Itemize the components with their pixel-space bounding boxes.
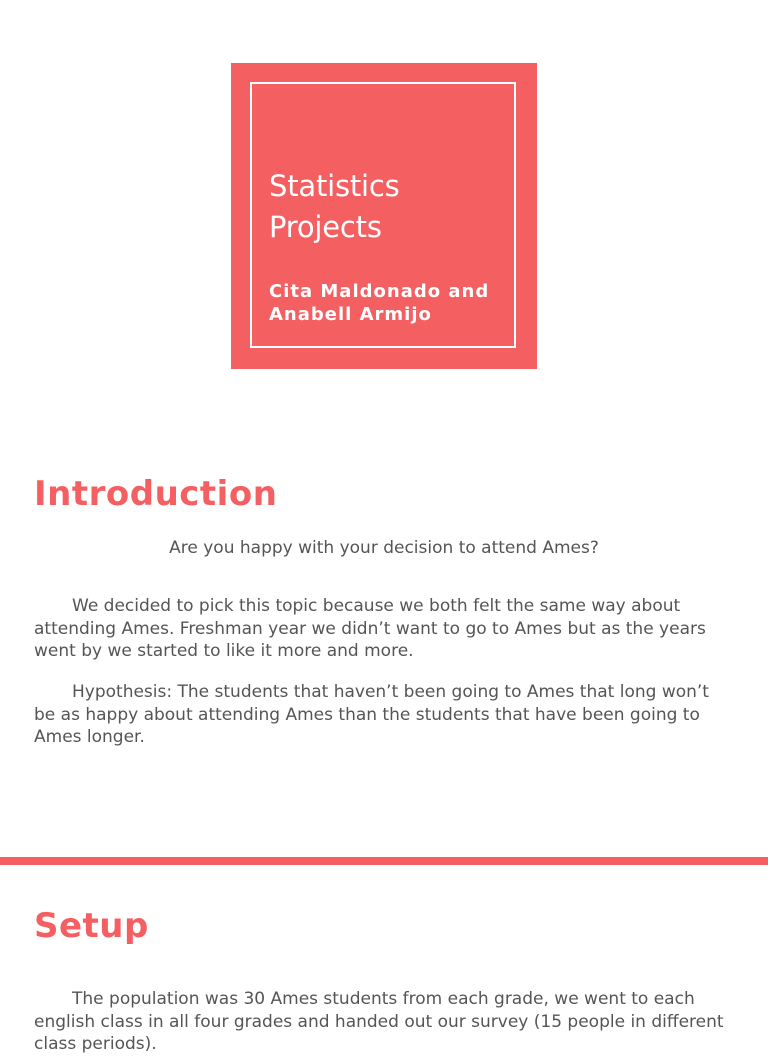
hypothesis-paragraph: Hypothesis: The students that haven’t been going to Ames that long won’t be as happy about attending Ames than the students that have been going to Ames longer. bbox=[34, 682, 709, 747]
introduction-heading: Introduction bbox=[34, 474, 278, 514]
survey-question: Are you happy with your decision to attend Ames? bbox=[169, 538, 599, 558]
setup-heading: Setup bbox=[34, 906, 149, 946]
introduction-paragraph: We decided to pick this topic because we both felt the same way about attending Ames. Freshman year we didn’t want to go to Ames but as the years went by we started to like it more and more. bbox=[34, 596, 706, 661]
title-card-border bbox=[250, 82, 516, 348]
section-divider bbox=[0, 857, 768, 865]
setup-paragraph: The population was 30 Ames students from each grade, we went to each english class in all four grades and handed out our survey (15 people in different class periods). bbox=[34, 989, 724, 1054]
title-card bbox=[231, 63, 537, 369]
presentation-title: Statistics Projects bbox=[269, 169, 400, 244]
presentation-authors: Cita Maldonado and Anabell Armijo bbox=[269, 281, 490, 325]
